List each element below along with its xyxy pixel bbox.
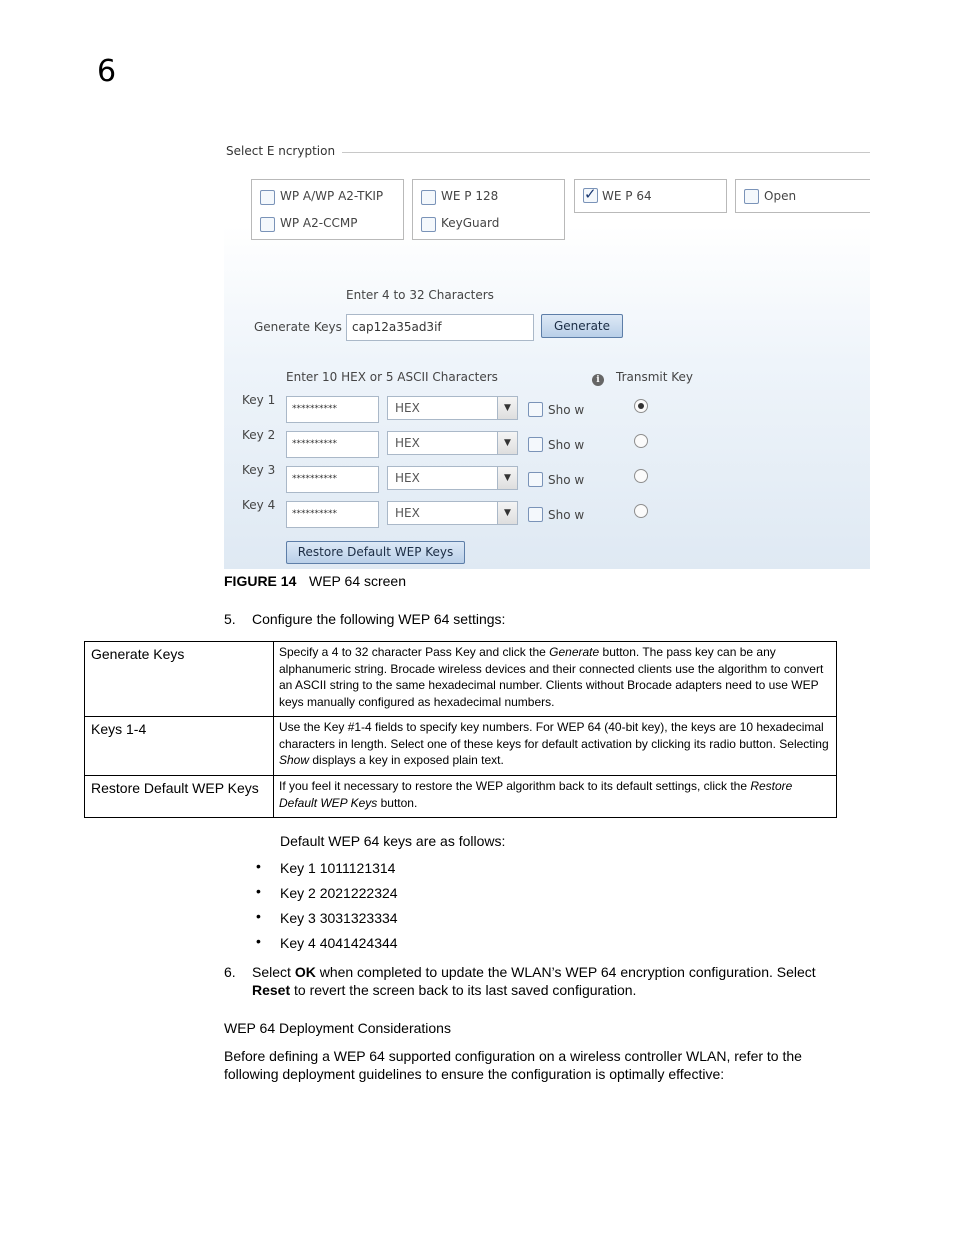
table-term: Generate Keys [85, 642, 274, 717]
show-label: Sho w [548, 438, 585, 452]
transmit-key-radio[interactable] [634, 469, 648, 483]
description-text: Use the Key #1-4 fields to specify key numbers. For WEP 64 (40-bit key), the keys are 10 hexadecimal characters in length. Select one of these keys for default activation by clicking its radio button. Selecting [279, 720, 829, 751]
list-item: Key 2 2021222324 [280, 885, 398, 901]
bullet: • [256, 883, 261, 899]
generate-keys-label: Generate Keys [254, 320, 342, 334]
default-keys-intro: Default WEP 64 keys are as follows: [280, 833, 506, 849]
encryption-group-wep64 [574, 179, 727, 213]
key-format-value: HEX [395, 401, 420, 415]
key-label: Key 4 [242, 498, 276, 512]
description-text: If you feel it necessary to restore the WEP algorithm back to its default settings, click the [279, 779, 751, 793]
description-text: button. The pass key can be any alphanumeric string. Brocade wireless devices and their connected clients use the algorithm to convert an ASCII string to the same hexadecimal number. Clients without Brocade adapters need to use WEP keys manually configured as hexadecimal numbers. [279, 645, 824, 709]
list-item: Key 3 3031323334 [280, 910, 398, 926]
section-paragraph: Before defining a WEP 64 supported configuration on a wireless controller WLAN, refer to the following deployment guidelines to ensure the configuration is optimally effective: [224, 1048, 802, 1082]
chevron-down-icon: ▼ [497, 397, 517, 419]
wep64-screen [224, 140, 870, 569]
encryption-group-wpa [251, 179, 404, 240]
key-label: Key 3 [242, 463, 276, 477]
encryption-group-open [735, 179, 870, 213]
step-text-part: Select [252, 964, 295, 980]
checkbox-keyguard[interactable] [421, 217, 436, 232]
key-format-select[interactable] [387, 466, 518, 490]
option-label-wpa-tkip: WP A/WP A2-TKIP [280, 189, 384, 203]
table-description [274, 642, 837, 717]
show-checkbox[interactable] [528, 402, 543, 417]
description-text: button. [377, 795, 418, 810]
show-label: Sho w [548, 473, 585, 487]
key-format-select[interactable] [387, 431, 518, 455]
info-icon[interactable]: i [592, 374, 604, 386]
key-input[interactable]: ********** [286, 431, 379, 458]
step-number: 6. [224, 964, 236, 980]
key-label: Key 2 [242, 428, 276, 442]
select-encryption-label: Select E ncryption [226, 144, 336, 158]
table-term: Keys 1-4 [85, 717, 274, 776]
list-item: Key 1 1011121314 [280, 860, 396, 876]
step-text: Configure the following WEP 64 settings: [252, 611, 506, 627]
option-label-wep64: WE P 64 [602, 189, 652, 203]
key-input[interactable]: ********** [286, 501, 379, 528]
transmit-key-radio[interactable] [634, 504, 648, 518]
option-label-open: Open [764, 189, 797, 203]
table-row [85, 642, 837, 717]
transmit-key-radio[interactable] [634, 434, 648, 448]
figure-title: WEP 64 screen [309, 573, 407, 589]
transmit-key-radio[interactable] [634, 399, 648, 413]
section-heading: WEP 64 Deployment Considerations [224, 1020, 451, 1036]
description-text: Specify a 4 to 32 character Pass Key and click the [279, 645, 550, 659]
show-label: Sho w [548, 403, 585, 417]
chevron-down-icon: ▼ [497, 432, 517, 454]
key-input[interactable]: ********** [286, 396, 379, 423]
key-format-value: HEX [395, 506, 420, 520]
table-description [274, 717, 837, 776]
show-checkbox[interactable] [528, 437, 543, 452]
ok-term: OK [294, 964, 316, 980]
key-input[interactable]: ********** [286, 466, 379, 493]
table-description [274, 776, 837, 818]
option-label-keyguard: KeyGuard [441, 216, 500, 230]
transmit-key-label: Transmit Key [616, 370, 694, 384]
checkbox-wpa2-ccmp[interactable] [260, 217, 275, 232]
generate-button[interactable]: Generate [541, 314, 623, 338]
settings-table [84, 641, 837, 818]
chapter-number: 6 [97, 54, 117, 89]
chevron-down-icon: ▼ [497, 467, 517, 489]
step-text-part: when completed to update the WLAN’s WEP 64 encryption configuration. Select [315, 964, 816, 980]
step-text [252, 963, 852, 999]
keys-hint: Enter 10 HEX or 5 ASCII Characters [286, 370, 498, 384]
reset-term: Reset [252, 982, 291, 998]
checkbox-wep128[interactable] [421, 190, 436, 205]
chevron-down-icon: ▼ [497, 502, 517, 524]
section-divider [342, 152, 870, 153]
bullet: • [256, 933, 261, 949]
description-text: displays a key in exposed plain text. [309, 753, 504, 767]
show-checkbox[interactable] [528, 472, 543, 487]
table-row [85, 776, 837, 818]
key-format-value: HEX [395, 436, 420, 450]
checkbox-open[interactable] [744, 189, 759, 204]
step-text-part: to revert the screen back to its last saved configuration. [290, 982, 637, 998]
show-label: Sho w [548, 508, 585, 522]
bullet: • [256, 908, 261, 924]
checkbox-wpa-tkip[interactable] [260, 190, 275, 205]
step-number: 5. [224, 611, 236, 627]
key-format-value: HEX [395, 471, 420, 485]
show-checkbox[interactable] [528, 507, 543, 522]
key-label: Key 1 [242, 393, 276, 407]
option-label-wpa2-ccmp: WP A2-CCMP [280, 216, 358, 230]
description-emphasis: Show [279, 753, 310, 767]
key-format-select[interactable] [387, 501, 518, 525]
option-label-wep128: WE P 128 [441, 189, 499, 203]
description-emphasis: Restore Default WEP Keys [279, 779, 793, 810]
generate-hint: Enter 4 to 32 Characters [346, 288, 494, 302]
table-term: Restore Default WEP Keys [85, 776, 274, 818]
table-row [85, 717, 837, 776]
bullet: • [256, 858, 261, 874]
key-format-select[interactable] [387, 396, 518, 420]
list-item: Key 4 4041424344 [280, 935, 398, 951]
restore-default-wep-keys-button[interactable]: Restore Default WEP Keys [286, 541, 465, 564]
figure-label: FIGURE 14 [224, 573, 297, 589]
encryption-group-wep128 [412, 179, 565, 240]
checkbox-wep64[interactable] [583, 188, 598, 203]
pass-key-input[interactable]: cap12a35ad3if [346, 314, 534, 341]
description-emphasis: Generate [549, 645, 600, 659]
